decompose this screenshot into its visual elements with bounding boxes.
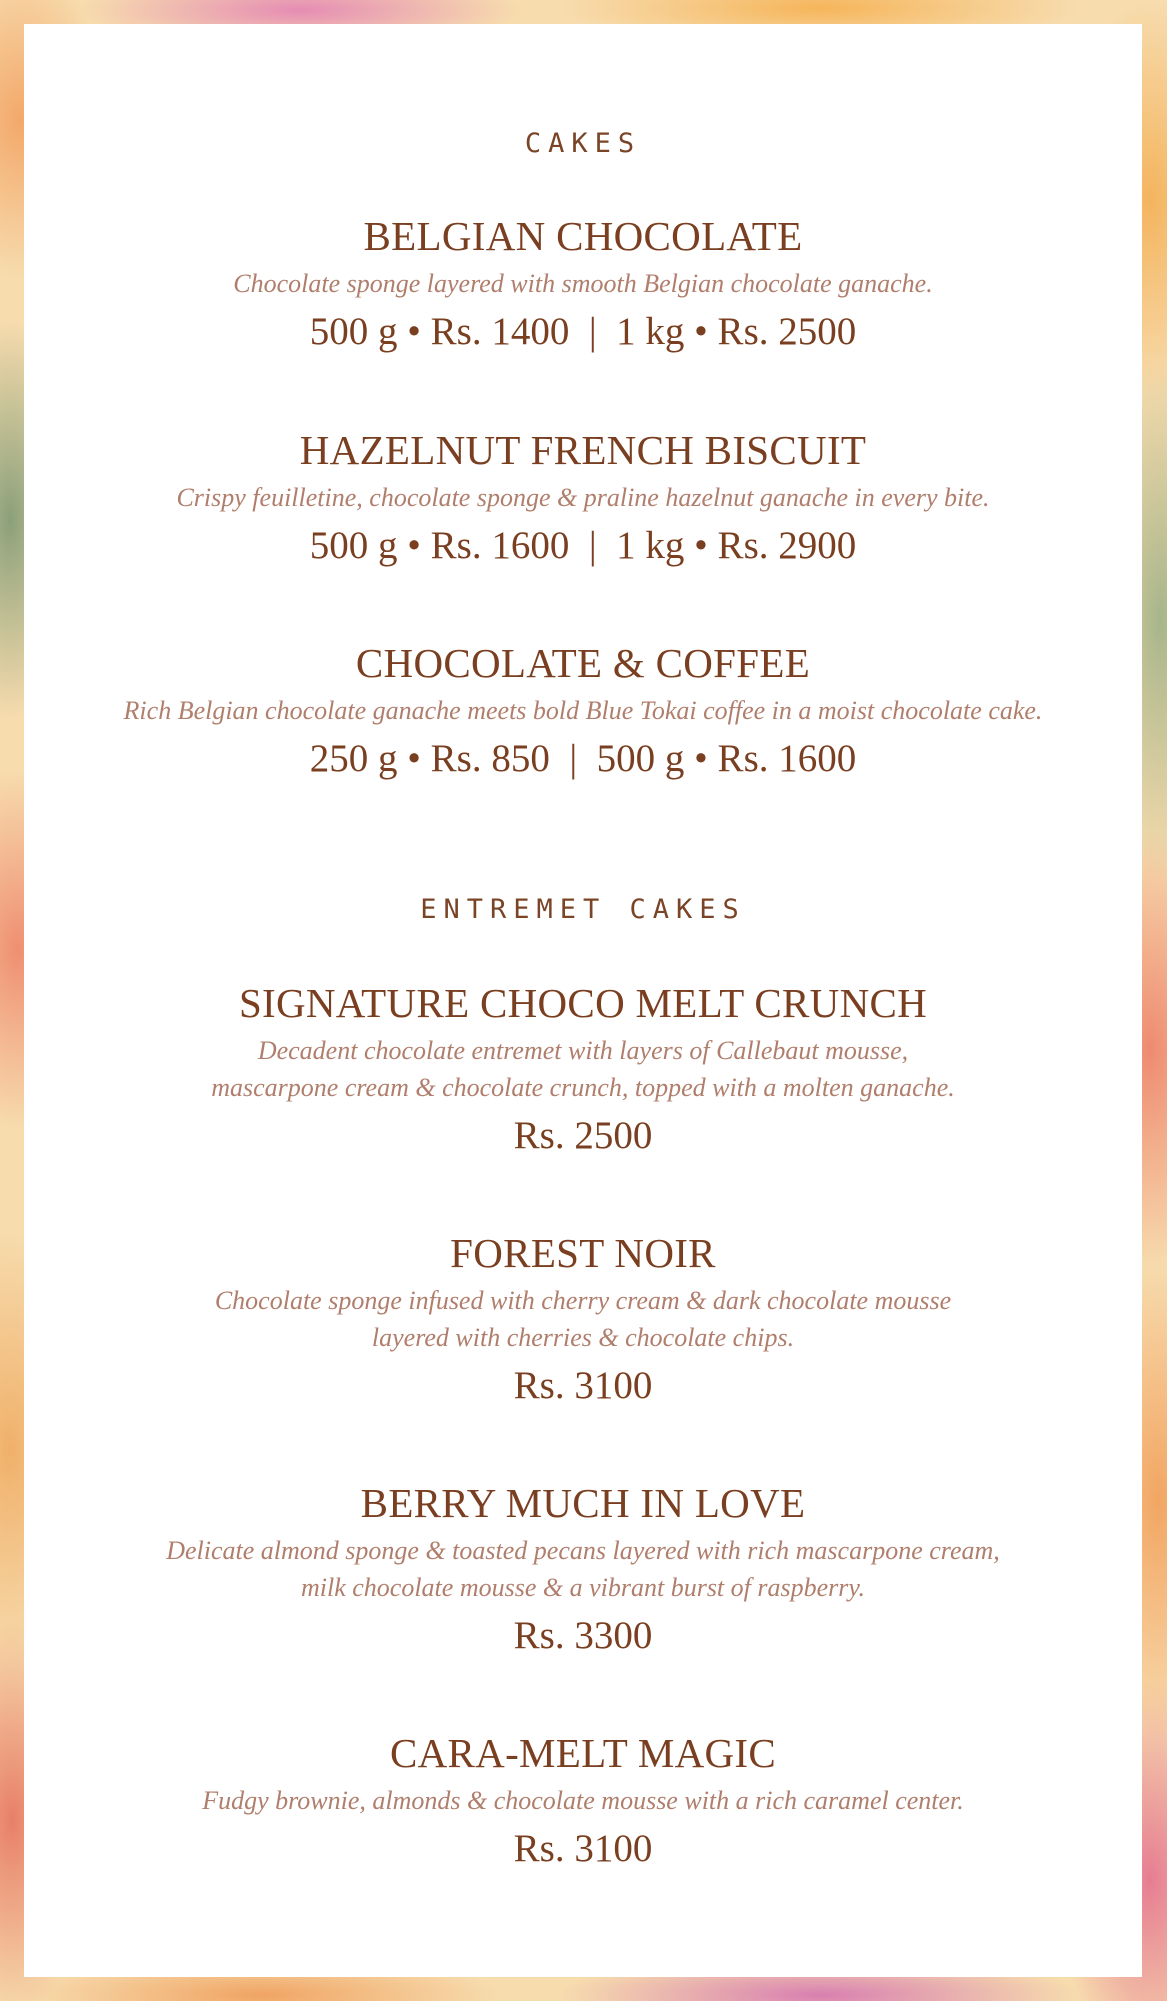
section-title-entremet-cakes: ENTREMET CAKES	[420, 894, 746, 925]
item-name: BERRY MUCH IN LOVE	[360, 1480, 806, 1526]
section-title-cakes: CAKES	[524, 128, 642, 159]
item-description: Rich Belgian chocolate ganache meets bold Blue Tokai coffee in a moist chocolate cake.	[123, 696, 1043, 725]
item-price: 500 g • Rs. 1400 | 1 kg • Rs. 2500	[309, 310, 857, 353]
item-description: Delicate almond sponge & toasted pecans layered with rich mascarpone cream, milk chocolate mousse & a vibrant burst of raspberry.	[166, 1536, 1000, 1602]
menu-item-forest-noir	[24, 1229, 1142, 1410]
menu-item-berry-much-in-love	[24, 1479, 1142, 1660]
menu-item-cara-melt-magic	[24, 1729, 1142, 1873]
item-description: Chocolate sponge infused with cherry cream & dark chocolate mousse layered with cherries & chocolate chips.	[214, 1286, 952, 1352]
item-name: CHOCOLATE & COFFEE	[355, 640, 811, 686]
menu-item-signature-choco-melt-crunch	[24, 979, 1142, 1160]
item-name: HAZELNUT FRENCH BISCUIT	[299, 427, 867, 473]
menu-item-chocolate-coffee	[24, 639, 1142, 783]
item-name: FOREST NOIR	[450, 1230, 716, 1276]
item-description: Decadent chocolate entremet with layers of Callebaut mousse, mascarpone cream & chocolate crunch, topped with a molten ganache.	[211, 1036, 955, 1102]
item-name: CARA-MELT MAGIC	[389, 1730, 777, 1776]
menu-item-hazelnut-french-biscuit	[24, 426, 1142, 570]
item-price: 250 g • Rs. 850 | 500 g • Rs. 1600	[309, 737, 857, 780]
item-description: Chocolate sponge layered with smooth Belgian chocolate ganache.	[233, 269, 933, 298]
item-price: Rs. 3100	[513, 1364, 653, 1407]
menu-card	[24, 24, 1142, 1977]
item-description: Crispy feuilletine, chocolate sponge & praline hazelnut ganache in every bite.	[176, 483, 990, 512]
item-name: SIGNATURE CHOCO MELT CRUNCH	[238, 980, 928, 1026]
item-description: Fudgy brownie, almonds & chocolate mousse with a rich caramel center.	[202, 1786, 964, 1815]
item-price: Rs. 3100	[513, 1827, 653, 1870]
item-name: BELGIAN CHOCOLATE	[363, 213, 803, 259]
item-price: Rs. 2500	[513, 1114, 653, 1157]
item-price: Rs. 3300	[513, 1614, 653, 1657]
menu-item-belgian-chocolate	[24, 212, 1142, 356]
item-price: 500 g • Rs. 1600 | 1 kg • Rs. 2900	[309, 524, 857, 567]
